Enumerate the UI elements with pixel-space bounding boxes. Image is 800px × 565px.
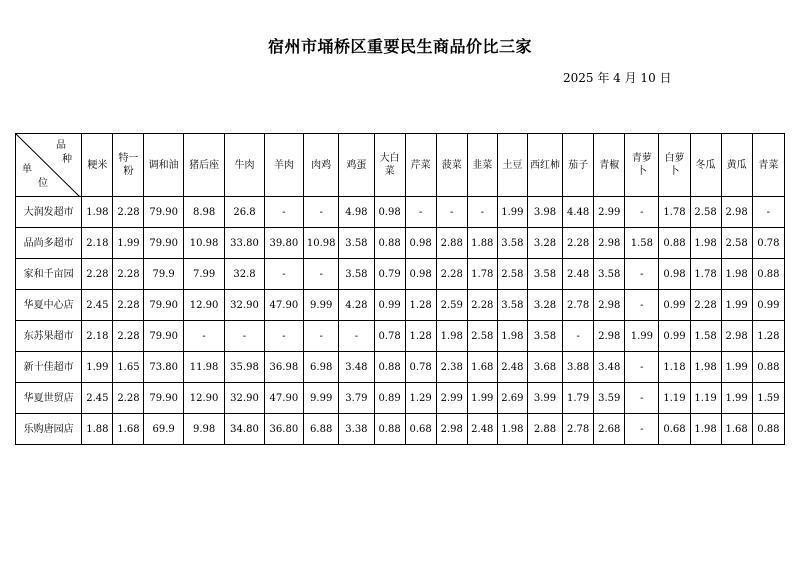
store-name-cell: 品尚多超市	[16, 228, 82, 259]
price-cell: 2.28	[690, 290, 721, 321]
price-table	[15, 133, 785, 445]
price-cell: 2.98	[594, 228, 625, 259]
price-cell: 0.98	[405, 259, 436, 290]
price-cell: 1.29	[405, 383, 436, 414]
column-header	[264, 134, 303, 197]
price-cell: -	[183, 321, 224, 352]
price-cell: 0.88	[659, 228, 690, 259]
price-cell: 2.28	[113, 321, 144, 352]
price-cell: 9.99	[304, 383, 339, 414]
price-cell: -	[625, 383, 659, 414]
price-cell: -	[339, 321, 374, 352]
price-cell: 2.28	[467, 290, 497, 321]
price-cell: 1.28	[752, 321, 784, 352]
price-cell: 2.98	[436, 414, 467, 445]
price-cell: -	[304, 321, 339, 352]
price-cell: -	[304, 197, 339, 228]
column-header	[405, 134, 436, 197]
price-cell: 1.88	[82, 414, 113, 445]
price-cell: -	[264, 259, 303, 290]
column-header	[659, 134, 690, 197]
price-cell: 1.65	[113, 352, 144, 383]
price-cell: 1.19	[659, 383, 690, 414]
price-cell: 26.8	[225, 197, 264, 228]
price-cell: 4.98	[339, 197, 374, 228]
price-cell: 2.99	[594, 197, 625, 228]
price-cell: 0.68	[405, 414, 436, 445]
price-cell: 35.98	[225, 352, 264, 383]
price-cell: 1.58	[690, 321, 721, 352]
price-cell: 2.88	[527, 414, 562, 445]
price-cell: 2.58	[497, 259, 527, 290]
price-cell: 2.45	[82, 290, 113, 321]
price-cell: -	[436, 197, 467, 228]
document-title: 宿州市埇桥区重要民生商品价比三家	[267, 37, 532, 56]
price-cell: 1.88	[467, 228, 497, 259]
price-cell: 1.18	[659, 352, 690, 383]
price-cell: 79.90	[144, 383, 183, 414]
price-cell: 3.58	[527, 321, 562, 352]
price-cell: 1.98	[82, 197, 113, 228]
price-cell: 0.99	[752, 290, 784, 321]
price-cell: 10.98	[183, 228, 224, 259]
price-cell: 1.98	[497, 321, 527, 352]
table-row	[16, 321, 785, 352]
price-cell: 47.90	[264, 383, 303, 414]
column-header	[113, 134, 144, 197]
price-cell: 2.48	[497, 352, 527, 383]
price-cell: 1.28	[405, 290, 436, 321]
price-cell: 2.58	[721, 228, 752, 259]
price-cell: 79.9	[144, 259, 183, 290]
price-cell: 3.28	[527, 290, 562, 321]
column-header	[183, 134, 224, 197]
price-cell: 2.28	[563, 228, 594, 259]
price-cell: 0.88	[374, 414, 405, 445]
price-cell: -	[264, 321, 303, 352]
column-header-label: 西红柿	[529, 159, 560, 171]
price-cell: -	[225, 321, 264, 352]
column-header	[225, 134, 264, 197]
price-cell: 2.38	[436, 352, 467, 383]
column-header-label: 猪后座	[189, 159, 220, 171]
price-cell: 3.88	[563, 352, 594, 383]
price-cell: 73.80	[144, 352, 183, 383]
price-cell: 0.88	[374, 228, 405, 259]
column-header-label: 大白菜	[379, 153, 400, 177]
price-cell: 2.78	[563, 414, 594, 445]
column-header-label: 特一粉	[118, 153, 139, 177]
price-cell: 9.98	[183, 414, 224, 445]
price-cell: 1.58	[625, 228, 659, 259]
price-cell: 1.98	[690, 414, 721, 445]
price-cell: -	[625, 414, 659, 445]
price-cell: 2.18	[82, 321, 113, 352]
price-cell: 0.88	[752, 352, 784, 383]
price-cell: 1.79	[563, 383, 594, 414]
price-cell: 1.99	[625, 321, 659, 352]
price-cell: 3.28	[527, 228, 562, 259]
price-cell: 2.48	[563, 259, 594, 290]
price-cell: -	[752, 197, 784, 228]
price-cell: 32.8	[225, 259, 264, 290]
column-header-label: 调和油	[148, 159, 179, 171]
price-cell: 1.99	[113, 228, 144, 259]
price-cell: 12.90	[183, 383, 224, 414]
column-header	[374, 134, 405, 197]
price-cell: 3.58	[497, 228, 527, 259]
column-header	[497, 134, 527, 197]
price-cell: 0.78	[374, 321, 405, 352]
price-cell: 1.68	[467, 352, 497, 383]
price-cell: -	[405, 197, 436, 228]
price-cell: 2.58	[467, 321, 497, 352]
column-header	[467, 134, 497, 197]
price-cell: 3.58	[339, 228, 374, 259]
column-header	[339, 134, 374, 197]
column-header	[144, 134, 183, 197]
column-header-label: 青萝卜	[631, 153, 652, 177]
price-cell: 36.80	[264, 414, 303, 445]
price-cell: 3.58	[339, 259, 374, 290]
price-cell: -	[264, 197, 303, 228]
column-header-label: 青椒	[599, 159, 620, 171]
price-cell: 1.99	[721, 383, 752, 414]
price-cell: 1.98	[690, 352, 721, 383]
column-header-label: 青菜	[758, 159, 779, 171]
column-header	[527, 134, 562, 197]
price-cell: 0.99	[374, 290, 405, 321]
price-cell: 7.99	[183, 259, 224, 290]
price-cell: 3.79	[339, 383, 374, 414]
price-cell: 39.80	[264, 228, 303, 259]
price-cell: -	[563, 321, 594, 352]
column-header-label: 芹菜	[410, 159, 431, 171]
price-cell: 34.80	[225, 414, 264, 445]
price-cell: 2.28	[113, 197, 144, 228]
price-cell: 2.28	[113, 290, 144, 321]
column-header-label: 韭菜	[472, 159, 493, 171]
corner-label-top: 品	[56, 140, 66, 151]
column-header	[563, 134, 594, 197]
column-header	[752, 134, 784, 197]
price-cell: 2.98	[594, 321, 625, 352]
price-cell: 0.79	[374, 259, 405, 290]
price-cell: 1.99	[467, 383, 497, 414]
price-cell: 0.98	[374, 197, 405, 228]
price-cell: 32.90	[225, 290, 264, 321]
price-cell: 1.98	[721, 259, 752, 290]
table-row	[16, 383, 785, 414]
price-cell: 79.90	[144, 290, 183, 321]
store-name-cell: 新十佳超市	[16, 352, 82, 383]
price-cell: 2.68	[594, 414, 625, 445]
price-cell: 3.68	[527, 352, 562, 383]
price-cell: 3.48	[339, 352, 374, 383]
price-cell: 3.58	[497, 290, 527, 321]
price-cell: 32.90	[225, 383, 264, 414]
price-cell: 0.99	[659, 290, 690, 321]
price-cell: 1.68	[721, 414, 752, 445]
column-header-label: 牛肉	[234, 159, 255, 171]
price-cell: 1.98	[497, 414, 527, 445]
price-cell: 2.99	[436, 383, 467, 414]
price-cell: 0.98	[659, 259, 690, 290]
table-row	[16, 352, 785, 383]
price-cell: 0.98	[405, 228, 436, 259]
store-name-cell: 华夏中心店	[16, 290, 82, 321]
price-cell: 2.78	[563, 290, 594, 321]
price-cell: 2.88	[436, 228, 467, 259]
report-date: 2025 年 4 月 10 日	[563, 71, 672, 85]
price-cell: 0.78	[752, 228, 784, 259]
price-cell: 6.98	[304, 352, 339, 383]
table-row	[16, 228, 785, 259]
price-cell: 2.98	[594, 290, 625, 321]
price-cell: 79.90	[144, 228, 183, 259]
price-cell: 3.98	[527, 197, 562, 228]
price-cell: 6.88	[304, 414, 339, 445]
column-header	[625, 134, 659, 197]
column-header-label: 黄瓜	[726, 159, 747, 171]
price-cell: 12.90	[183, 290, 224, 321]
price-cell: 2.45	[82, 383, 113, 414]
price-cell: 79.90	[144, 321, 183, 352]
price-cell: 69.9	[144, 414, 183, 445]
price-cell: 1.99	[721, 290, 752, 321]
price-cell: 0.88	[752, 259, 784, 290]
price-cell: 1.28	[405, 321, 436, 352]
column-header	[304, 134, 339, 197]
price-cell: 1.19	[690, 383, 721, 414]
column-header	[82, 134, 113, 197]
column-header	[436, 134, 467, 197]
price-cell: 1.78	[690, 259, 721, 290]
price-cell: 1.99	[721, 352, 752, 383]
price-cell: 2.69	[497, 383, 527, 414]
price-cell: 8.98	[183, 197, 224, 228]
store-name-cell: 家和千亩园	[16, 259, 82, 290]
store-name-cell: 东苏果超市	[16, 321, 82, 352]
price-cell: 1.98	[690, 228, 721, 259]
price-cell: 1.78	[659, 197, 690, 228]
price-cell: 3.58	[594, 259, 625, 290]
column-header-label: 白萝卜	[664, 153, 685, 177]
price-cell: -	[625, 259, 659, 290]
price-cell: 1.99	[82, 352, 113, 383]
corner-label-mid: 种	[62, 154, 72, 165]
price-cell: 3.38	[339, 414, 374, 445]
store-name-cell: 华夏世贸店	[16, 383, 82, 414]
table-header-row	[16, 134, 785, 197]
price-cell: 4.48	[563, 197, 594, 228]
price-cell: 0.88	[374, 352, 405, 383]
price-cell: 3.99	[527, 383, 562, 414]
price-cell: 0.89	[374, 383, 405, 414]
corner-header-cell	[16, 134, 82, 197]
price-cell: 11.98	[183, 352, 224, 383]
table-row	[16, 259, 785, 290]
price-cell: -	[467, 197, 497, 228]
price-cell: 2.58	[690, 197, 721, 228]
price-cell: 10.98	[304, 228, 339, 259]
price-cell: 9.99	[304, 290, 339, 321]
column-header-label: 菠菜	[441, 159, 462, 171]
column-header	[594, 134, 625, 197]
column-header	[721, 134, 752, 197]
price-cell: 3.48	[594, 352, 625, 383]
price-cell: 2.18	[82, 228, 113, 259]
price-cell: -	[304, 259, 339, 290]
column-header-label: 茄子	[568, 159, 589, 171]
price-cell: 3.59	[594, 383, 625, 414]
price-cell: 2.98	[721, 197, 752, 228]
price-cell: 3.58	[527, 259, 562, 290]
corner-label-left: 单	[22, 164, 32, 175]
store-name-cell: 大润发超市	[16, 197, 82, 228]
price-cell: 1.59	[752, 383, 784, 414]
table-row	[16, 197, 785, 228]
table-row	[16, 414, 785, 445]
column-header-label: 冬瓜	[695, 159, 716, 171]
price-cell: 2.28	[113, 259, 144, 290]
price-cell: 1.99	[497, 197, 527, 228]
column-header-label: 羊肉	[273, 159, 294, 171]
table-row	[16, 290, 785, 321]
price-cell: -	[625, 290, 659, 321]
price-cell: 0.78	[405, 352, 436, 383]
price-cell: 1.98	[436, 321, 467, 352]
column-header-label: 粳米	[87, 159, 108, 171]
price-cell: 2.28	[436, 259, 467, 290]
price-cell: -	[625, 352, 659, 383]
price-cell: 4.28	[339, 290, 374, 321]
column-header-label: 肉鸡	[311, 159, 332, 171]
corner-label-bottom: 位	[38, 178, 48, 189]
price-cell: 1.78	[467, 259, 497, 290]
price-cell: 2.28	[113, 383, 144, 414]
price-cell: 2.59	[436, 290, 467, 321]
column-header-label: 土豆	[502, 159, 523, 171]
price-cell: -	[625, 197, 659, 228]
price-cell: 33.80	[225, 228, 264, 259]
price-cell: 0.99	[659, 321, 690, 352]
store-name-cell: 乐购唐园店	[16, 414, 82, 445]
price-cell: 2.98	[721, 321, 752, 352]
price-cell: 0.68	[659, 414, 690, 445]
column-header-label: 鸡蛋	[346, 159, 367, 171]
price-cell: 79.90	[144, 197, 183, 228]
price-cell: 36.98	[264, 352, 303, 383]
price-cell: 2.28	[82, 259, 113, 290]
column-header	[690, 134, 721, 197]
price-cell: 0.88	[752, 414, 784, 445]
price-cell: 47.90	[264, 290, 303, 321]
price-cell: 2.48	[467, 414, 497, 445]
price-cell: 1.68	[113, 414, 144, 445]
